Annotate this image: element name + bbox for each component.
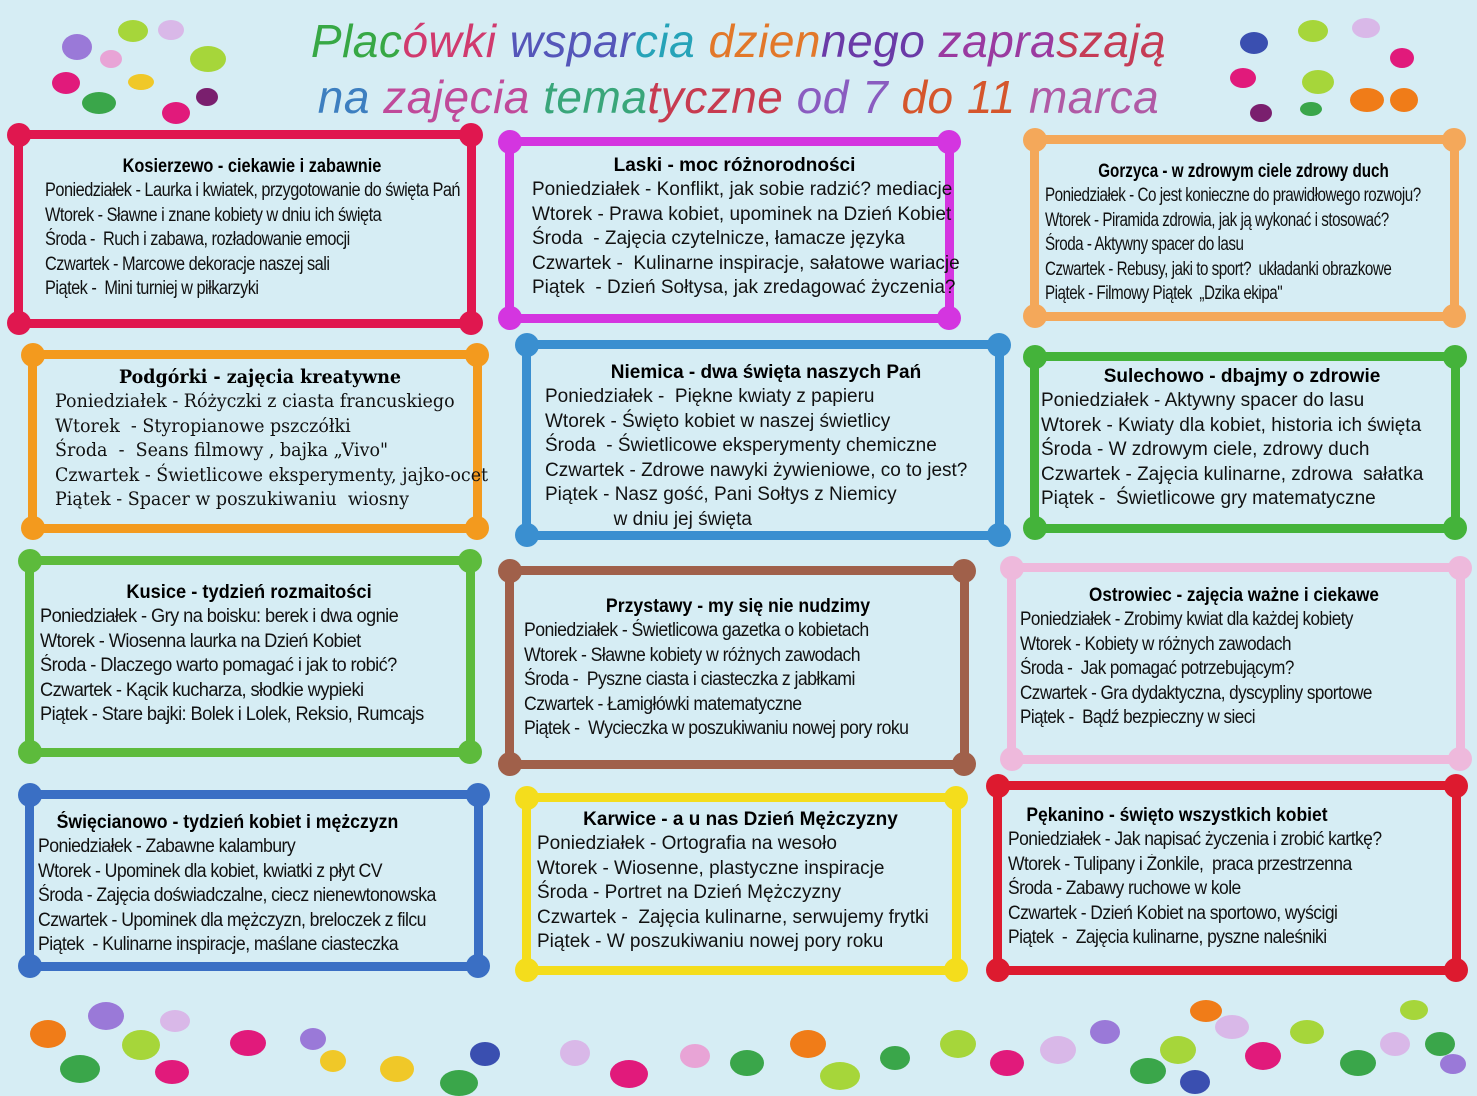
confetti-dot [118, 20, 148, 42]
card-title: Podgórki - zajęcia kreatywne [118, 366, 402, 388]
card-title: Laski - moc różnorodności [613, 155, 856, 176]
frame-corner [458, 740, 482, 764]
activity-card [25, 790, 483, 971]
frame-corner [987, 523, 1011, 547]
activity-card [1007, 563, 1465, 764]
activity-line: Piątek - Spacer w poszukiwaniu wiosny [55, 488, 410, 510]
title-segment: nego [820, 15, 939, 67]
card-title: Przystawy - my się nie nudzimy [605, 596, 871, 617]
activity-line: Czwartek - Zdrowe nawyki żywieniowe, co to jest? [545, 459, 968, 481]
activity-line: Poniedziałek - Świetlicowa gazetka o kobietach [524, 620, 869, 641]
frame-corner [465, 343, 489, 367]
confetti-dot [1350, 88, 1384, 112]
confetti-dot [100, 50, 122, 68]
activity-line: Piątek - W poszukiwaniu nowej pory roku [537, 931, 884, 952]
confetti-dot [1290, 1020, 1324, 1044]
frame-corner [18, 783, 42, 807]
frame-corner [466, 783, 490, 807]
activity-card [28, 350, 489, 533]
frame-corner [952, 752, 976, 776]
frame-corner [1000, 747, 1024, 771]
activity-card [522, 793, 961, 975]
confetti-dot [1245, 1042, 1281, 1070]
confetti-dot [1090, 1020, 1120, 1044]
confetti-dot [1240, 32, 1268, 54]
activity-line: Poniedziałek - Gry na boisku: berek i dwa ognie [40, 606, 399, 627]
confetti-dot [160, 1010, 190, 1032]
confetti-dot [1300, 102, 1322, 116]
activity-list [532, 178, 960, 301]
confetti-dot [162, 102, 190, 124]
activity-line: Wtorek - Wiosenne, plastyczne inspiracje [537, 857, 885, 879]
title-segment: od 7 [796, 71, 902, 123]
confetti-dot [1215, 1015, 1249, 1039]
activity-line: Czwartek - Kącik kucharza, słodkie wypieki [40, 679, 364, 701]
activity-list [1020, 608, 1448, 731]
title-segment: wspar [509, 15, 635, 67]
confetti-dot [880, 1046, 910, 1070]
card-title: Niemica - dwa święta naszych Pań [610, 362, 922, 383]
activity-line: Wtorek - Sławne kobiety w różnych zawodach [524, 644, 861, 666]
activity-line: Piątek - Nasz gość, Pani Sołtys z Niemicy [545, 484, 897, 505]
confetti-dot [88, 1002, 124, 1030]
title-segment: marca [1028, 71, 1160, 123]
activity-list [45, 179, 459, 302]
activity-line: Środa - Świetlicowe eksperymenty chemiczne [545, 435, 937, 456]
activity-list [40, 605, 458, 728]
confetti-dot [60, 1055, 100, 1083]
frame-corner [952, 559, 976, 583]
confetti-dot [470, 1042, 500, 1066]
frame-corner [498, 752, 522, 776]
confetti-dot [1302, 70, 1334, 94]
confetti-dot [1400, 1000, 1428, 1020]
activity-list [524, 619, 952, 742]
card-title: Święcianowo - tydzień kobiet i mężczyzn [56, 812, 399, 833]
activity-line: Czwartek - Rebusy, jaki to sport? układanki obrazkowe [1045, 258, 1392, 280]
confetti-dot [155, 1060, 189, 1084]
activity-line: Piątek - Dzień Sołtysa, jak zredagować życzenia? [532, 277, 956, 298]
title-segment: dzien [708, 15, 821, 67]
activity-list [545, 385, 987, 532]
activity-line: Poniedziałek - Konflikt, jak sobie radzić? mediacje [532, 179, 953, 200]
confetti-dot [1130, 1058, 1166, 1084]
confetti-dot [122, 1030, 160, 1060]
confetti-dot [560, 1040, 590, 1066]
frame-corner [18, 954, 42, 978]
frame-corner [1023, 516, 1047, 540]
activity-line: Czwartek - Kulinarne inspiracje, sałatowe wariacje [532, 252, 960, 274]
frame-corner [21, 343, 45, 367]
confetti-dot [1180, 1070, 1210, 1094]
activity-line: Piątek - Kulinarne inspiracje, maślane ciasteczka [38, 934, 399, 955]
frame-corner [515, 333, 539, 357]
activity-line: Piątek - Filmowy Piątek „Dzika ekipa" [1045, 283, 1283, 304]
confetti-dot [730, 1050, 764, 1076]
activity-line: Środa - Aktywny spacer do lasu [1045, 234, 1244, 255]
frame-corner [498, 306, 522, 330]
activity-line: Czwartek - Dzień Kobiet na sportowo, wyścigi [1008, 902, 1338, 924]
frame-corner [944, 958, 968, 982]
frame-corner [1000, 556, 1024, 580]
confetti-dot [52, 72, 80, 94]
activity-line: Piątek - Stare bajki: Bolek i Lolek, Reksio, Rumcajs [40, 704, 424, 725]
activity-line: Piątek - Mini turniej w piłkarzyki [45, 278, 259, 299]
confetti-dot [940, 1030, 976, 1058]
activity-line: Wtorek - Prawa kobiet, upominek na Dzień Kobiet [532, 203, 952, 225]
confetti-dot [610, 1060, 648, 1088]
frame-corner [458, 549, 482, 573]
frame-corner [1443, 345, 1467, 369]
frame-corner [466, 954, 490, 978]
frame-corner [987, 333, 1011, 357]
frame-corner [515, 958, 539, 982]
confetti-dot [1040, 1036, 1076, 1064]
card-title: Gorzyca - w zdrowym ciele zdrowy duch [1098, 161, 1389, 182]
activity-line: Poniedziałek - Piękne kwiaty z papieru [545, 386, 875, 407]
activity-line: Poniedziałek - Aktywny spacer do lasu [1041, 390, 1365, 411]
confetti-dot [1298, 20, 1328, 42]
confetti-dot [128, 74, 154, 90]
frame-corner [18, 740, 42, 764]
frame-corner [1442, 128, 1466, 152]
frame-corner [1023, 304, 1047, 328]
frame-corner [459, 311, 483, 335]
activity-line: Czwartek - Zajęcia kulinarne, serwujemy frytki [537, 906, 929, 928]
confetti-dot [1390, 88, 1418, 112]
activity-line: Wtorek - Piramida zdrowia, jak ją wykonać i stosować? [1045, 209, 1389, 231]
confetti-dot [820, 1062, 860, 1090]
title-segment: cia [634, 15, 709, 67]
activity-card [505, 137, 960, 323]
activity-line: Wtorek - Kwiaty dla kobiet, historia ich święta [1041, 414, 1422, 436]
title-segment: tema [543, 71, 648, 123]
confetti-dot [1380, 1032, 1410, 1056]
title-segment: zajęcia [383, 71, 544, 123]
activity-line: Wtorek - Kobiety w różnych zawodach [1020, 633, 1291, 655]
activity-line: Czwartek - Świetlicowe eksperymenty, jajko-ocet [55, 463, 489, 486]
activity-card [25, 556, 475, 757]
confetti-dot [62, 34, 92, 60]
activity-card [522, 340, 1004, 540]
frame-corner [1444, 774, 1468, 798]
activity-line: Poniedziałek - Laurka i kwiatek, przygotowanie do święta Pań [45, 180, 461, 201]
frame-corner [1444, 958, 1468, 982]
activity-line: Środa - W zdrowym ciele, zdrowy duch [1041, 439, 1370, 460]
activity-card [1030, 135, 1459, 321]
confetti-dot [380, 1056, 414, 1082]
activity-list [1008, 828, 1444, 951]
activity-line: Piątek - Zajęcia kulinarne, pyszne naleśniki [1008, 927, 1327, 948]
confetti-dot [1425, 1032, 1455, 1056]
card-title: Pękanino - święto wszystkich kobiet [1026, 805, 1328, 826]
activity-list [1041, 389, 1443, 512]
activity-line: Czwartek - Łamigłówki matematyczne [524, 693, 802, 715]
card-title: Karwice - a u nas Dzień Mężczyzny [583, 809, 898, 830]
frame-corner [1448, 747, 1472, 771]
activity-list [38, 835, 466, 958]
activity-line: Poniedziałek - Co jest konieczne do prawidłowego rozwoju? [1045, 185, 1421, 206]
activity-line: Czwartek - Marcowe dekoracje naszej sali [45, 253, 330, 275]
activity-line: Poniedziałek - Jak napisać życzenia i zrobić kartkę? [1008, 829, 1382, 850]
title-segment: szają [1056, 15, 1167, 67]
activity-line: Piątek - Bądź bezpieczny w sieci [1020, 707, 1255, 728]
title-segment: do 11 [901, 71, 1029, 123]
activity-line: Wtorek - Święto kobiet w naszej świetlicy [545, 410, 891, 432]
activity-line: Wtorek - Sławne i znane kobiety w dniu ich święta [45, 204, 382, 226]
confetti-dot [1250, 104, 1272, 122]
activity-line: Czwartek - Upominek dla mężczyzn, breloczek z filcu [38, 909, 426, 931]
confetti-dot [440, 1070, 478, 1096]
activity-line: Czwartek - Zajęcia kulinarne, zdrowa sałatka [1041, 463, 1424, 485]
frame-corner [1023, 128, 1047, 152]
confetti-dot [1190, 1000, 1222, 1022]
frame-corner [7, 123, 31, 147]
title-segment: ówki [402, 15, 510, 67]
confetti-dot [1390, 48, 1414, 68]
activity-line: Środa - Pyszne ciasta i ciasteczka z jabłkami [524, 669, 855, 690]
frame-corner [937, 130, 961, 154]
activity-line: Piątek - Świetlicowe gry matematyczne [1041, 488, 1376, 509]
activity-card [505, 566, 969, 769]
confetti-dot [300, 1028, 326, 1050]
confetti-dot [158, 20, 184, 40]
confetti-dot [680, 1044, 710, 1068]
activity-line: Czwartek - Gra dydaktyczna, dyscypliny sportowe [1020, 682, 1372, 704]
confetti-dot [790, 1030, 826, 1058]
activity-card [14, 130, 476, 328]
frame-corner [986, 958, 1010, 982]
title-segment: zapra [938, 15, 1057, 67]
confetti-dot [196, 88, 218, 106]
frame-corner [986, 774, 1010, 798]
frame-corner [1448, 556, 1472, 580]
card-title: Kosierzewo - ciekawie i zabawnie [122, 156, 382, 177]
activity-list [537, 832, 944, 955]
activity-line: Poniedziałek - Zrobimy kwiat dla każdej kobiety [1020, 609, 1353, 630]
activity-line: Środa - Seans filmowy , bajka „Vivo" [55, 439, 389, 461]
frame-corner [7, 311, 31, 335]
confetti-dot [1340, 1050, 1376, 1076]
activity-line: Środa - Zabawy ruchowe w kole [1008, 878, 1241, 899]
activity-list [1045, 184, 1442, 307]
title-segment: na [317, 71, 384, 123]
confetti-dot [320, 1050, 346, 1072]
activity-line: Środa - Zajęcia czytelnicze, łamacze języka [532, 228, 905, 249]
card-title: Ostrowiec - zajęcia ważne i ciekawe [1089, 585, 1379, 606]
confetti-dot [30, 1020, 66, 1048]
confetti-dot [1440, 1054, 1466, 1074]
activity-line: Wtorek - Wiosenna laurka na Dzień Kobiet [40, 630, 361, 652]
title-segment: Plac [310, 15, 403, 67]
frame-corner [1443, 516, 1467, 540]
confetti-dot [1352, 18, 1380, 38]
frame-corner [18, 549, 42, 573]
frame-corner [1442, 304, 1466, 328]
confetti-dot [1160, 1036, 1196, 1064]
activity-list [55, 389, 489, 512]
frame-corner [21, 516, 45, 540]
activity-line: Środa - Jak pomagać potrzebującym? [1020, 658, 1294, 679]
card-title: Sulechowo - dbajmy o zdrowie [1103, 366, 1381, 387]
activity-line: Wtorek - Styropianowe pszczółki [55, 414, 351, 437]
title-segment: tyczne [647, 71, 797, 123]
frame-corner [944, 786, 968, 810]
confetti-dot [230, 1030, 266, 1056]
frame-corner [937, 306, 961, 330]
confetti-dot [990, 1050, 1024, 1076]
confetti-dot [82, 92, 116, 114]
frame-corner [465, 516, 489, 540]
activity-card [993, 781, 1461, 975]
activity-line: Poniedziałek - Ortografia na wesoło [537, 833, 837, 854]
activity-line: Piątek - Wycieczka w poszukiwaniu nowej pory roku [524, 718, 909, 739]
frame-corner [498, 130, 522, 154]
activity-line: Środa - Ruch i zabawa, rozładowanie emocji [45, 229, 350, 250]
activity-line: Środa - Portret na Dzień Mężczyzny [537, 882, 842, 903]
frame-corner [498, 559, 522, 583]
activity-line: Wtorek - Upominek dla kobiet, kwiatki z płyt CV [38, 860, 382, 882]
activity-card [1030, 352, 1460, 533]
activity-line: Środa - Dlaczego warto pomagać i jak to robić? [40, 655, 397, 676]
activity-line: Poniedziałek - Różyczki z ciasta francuskiego [55, 390, 455, 412]
frame-corner [515, 786, 539, 810]
activity-line: w dniu jej święta [545, 508, 752, 530]
frame-corner [515, 523, 539, 547]
activity-line: Środa - Zajęcia doświadczalne, ciecz nienewtonowska [38, 885, 436, 906]
confetti-dot [1230, 68, 1256, 88]
card-title: Kusice - tydzień rozmaitości [126, 582, 372, 603]
frame-corner [459, 123, 483, 147]
confetti-dot [190, 46, 226, 72]
activity-line: Wtorek - Tulipany i Żonkile, praca przestrzenna [1008, 853, 1352, 875]
activity-line: Poniedziałek - Zabawne kalambury [38, 836, 296, 857]
